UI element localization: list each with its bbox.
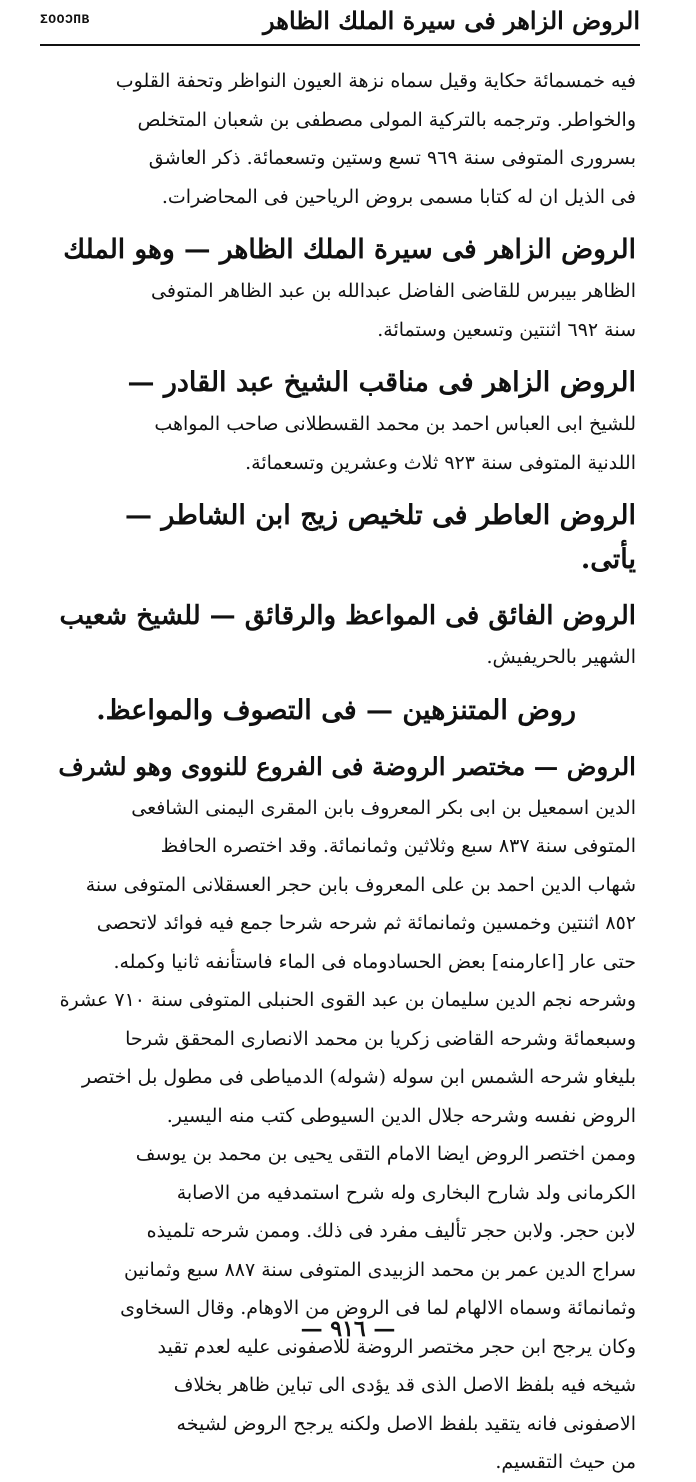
text-line: وثمانمائة وسماه الالهام لما فى الروض من الاوهام. وقال السخاوى — [120, 1297, 636, 1319]
text-line: الظاهر بيبرس للقاضى الفاضل عبدالله بن عبد الظاهر المتوفى — [151, 280, 636, 302]
text-line: سراج الدين عمر بن محمد الزبيدى المتوفى سنة ٨٨٧ سبع وثمانين — [124, 1258, 636, 1281]
page-body — [58, 62, 636, 1482]
running-header — [40, 0, 640, 46]
text-line: الاصفونى فانه يتقيد بلفظ الاصل ولكنه يرجح الروض لشيخه — [176, 1412, 636, 1435]
text-line: لابن حجر. ولابن حجر تأليف مفرد فى ذلك. وممن شرحه تلميذه — [146, 1220, 636, 1242]
text-line: وشرحه نجم الدين سليمان بن عبد القوى الحنبلى المتوفى سنة ٧١٠ عشرة — [59, 989, 636, 1011]
text-line: وسبعمائة وشرحه القاضى زكريا بن محمد الانصارى المحقق شرحا — [125, 1027, 636, 1050]
text-line: الشهير بالحريفيش. — [486, 646, 636, 668]
header-title: الروض الزاهر فى سيرة الملك الظاهر — [263, 6, 640, 35]
text-line: سنة ٦٩٢ اثنتين وتسعين وستمائة. — [377, 318, 636, 341]
text-line: بليغاو شرحه الشمس ابن سوله (شوله) الدمياطى فى مطول بل اختصر — [81, 1066, 636, 1088]
header-code: ΣΟΟϽΠΒ — [40, 12, 90, 27]
text-line: والخواطر. وترجمه بالتركية المولى مصطفى بن شعبان المتخلص — [137, 108, 636, 131]
text-line: حتى عار [اعارمنه] بعض الحسادوماه فى الماء فاستأنفه ثانيا وكمله. — [113, 950, 636, 973]
entry-heading: الروض الفائق فى المواعظ والرقائق — للشيخ شعيب — [59, 601, 636, 631]
text-line: للشيخ ابى العباس احمد بن محمد القسطلانى صاحب المواهب — [154, 413, 636, 435]
text-line: الروض نفسه وشرحه جلال الدين السيوطى كتب منه اليسير. — [166, 1104, 636, 1127]
entry-heading-continued: يأتى. — [580, 544, 636, 575]
text-line: الكرمانى ولد شارح البخارى وله شرح استمدفيه من الاصابة — [176, 1181, 636, 1204]
text-line: فيه خمسمائة حكاية وقيل سماه نزهة العيون النواظر وتحفة القلوب — [115, 70, 636, 92]
text-line: وممن اختصر الروض ايضا الامام التقى يحيى بن محمد بن يوسف — [135, 1143, 636, 1165]
text-line: ٨٥٢ اثنتين وخمسين وثمانمائة ثم شرحه شرحا جمع فيه فوائد لاتحصى — [96, 912, 636, 934]
text-line: من حيث التقسيم. — [495, 1451, 636, 1473]
text-line: وكان يرجح ابن حجر مختصر الروضة للاصفونى عليه لعدم تقيد — [157, 1335, 636, 1358]
text-line: شهاب الدين احمد بن على المعروف بابن حجر العسقلانى المتوفى سنة — [85, 873, 636, 896]
entry-heading: الروض الزاهر فى مناقب الشيخ عبد القادر — — [127, 367, 636, 398]
entry-heading: الروض الزاهر فى سيرة الملك الظاهر — وهو الملك — [63, 234, 636, 265]
text-line: الدين اسمعيل بن ابى بكر المعروف بابن المقرى اليمنى الشافعى — [131, 796, 636, 819]
text-line: المتوفى سنة ٨٣٧ سبع وثلاثين وثمانمائة. وقد اختصره الحافظ — [160, 835, 636, 857]
entry-heading: الروض — مختصر الروضة فى الفروع للنووى وهو لشرف — [58, 751, 636, 781]
text-line: اللدنية المتوفى سنة ٩٢٣ ثلاث وعشرين وتسعمائة. — [245, 451, 636, 474]
text-line: فى الذيل ان له كتابا مسمى بروض الرياحين فى المحاضرات. — [161, 185, 636, 208]
text-line: شيخه فيه بلفظ الاصل الذى قد يؤدى الى تباين ظاهر بخلاف — [173, 1374, 636, 1396]
text-line: بسرورى المتوفى سنة ٩٦٩ تسع وستين وتسعمائة. ذكر العاشق — [148, 147, 636, 169]
entry-heading: روض المتنزهين — فى التصوف والمواعظ. — [96, 694, 576, 726]
page-number: — ٩١٦ — — [300, 1316, 396, 1342]
entry-heading: الروض العاطر فى تلخيص زيج ابن الشاطر — — [125, 500, 636, 531]
